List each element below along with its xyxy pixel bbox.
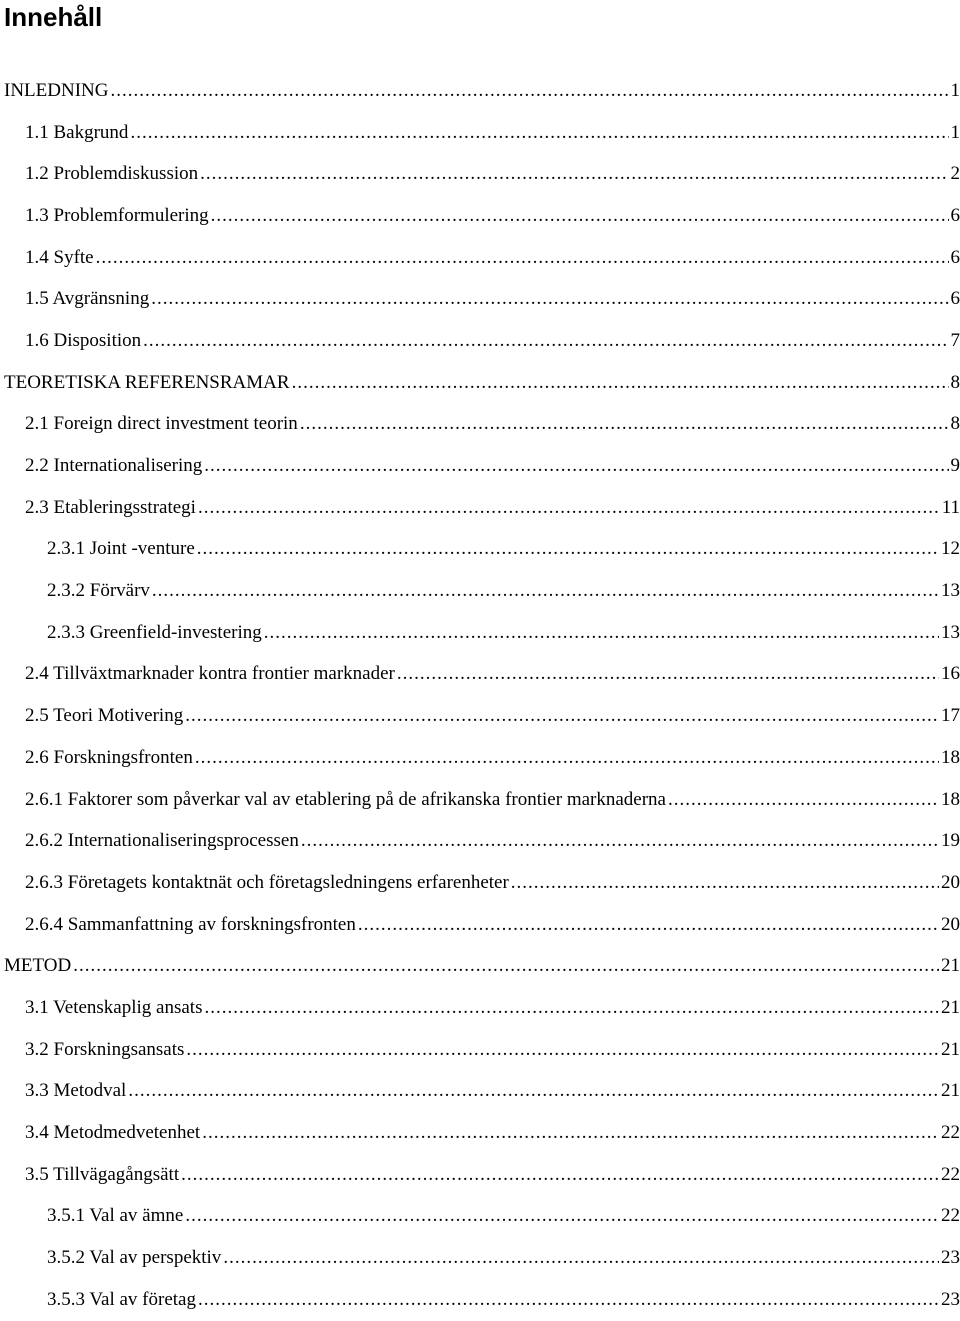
toc-entry[interactable] — [0, 1279, 960, 1321]
toc-entry[interactable] — [0, 862, 960, 904]
toc-entry[interactable] — [0, 195, 960, 237]
toc-entry-page-number: 8 — [951, 413, 960, 435]
toc-dot-leader — [198, 1289, 939, 1311]
toc-entry-page-number: 12 — [941, 538, 960, 560]
toc-entry-label: 2.4 Tillväxtmarknader kontra frontier marknader — [25, 663, 395, 685]
toc-entry-page-number: 21 — [941, 1080, 960, 1102]
toc-entry[interactable] — [0, 1196, 960, 1238]
toc-entry[interactable] — [0, 70, 960, 112]
toc-entry[interactable] — [0, 1071, 960, 1113]
toc-entry-label: 2.3.2 Förvärv — [47, 580, 150, 602]
toc-entry-page-number: 6 — [951, 288, 960, 310]
toc-dot-leader — [185, 705, 939, 727]
toc-entry-label: 2.3.3 Greenfield-investering — [47, 622, 262, 644]
toc-entry[interactable] — [0, 904, 960, 946]
toc-dot-leader — [152, 580, 939, 602]
toc-entry[interactable] — [0, 153, 960, 195]
toc-dot-leader — [151, 288, 948, 310]
toc-entry-label: 3.5 Tillvägagångsätt — [25, 1164, 179, 1186]
toc-entry-page-number: 1 — [951, 80, 960, 102]
toc-title: Innehåll — [4, 0, 102, 34]
toc-entry-label: METOD — [4, 955, 71, 977]
toc-entry-label: 2.6 Forskningsfronten — [25, 747, 193, 769]
toc-entry-page-number: 22 — [941, 1205, 960, 1227]
toc-entry-page-number: 23 — [941, 1247, 960, 1269]
toc-dot-leader — [195, 747, 939, 769]
toc-dot-leader — [511, 872, 939, 894]
toc-entry-label: TEORETISKA REFERENSRAMAR — [4, 372, 290, 394]
toc-entry-label: 2.3 Etableringsstrategi — [25, 497, 196, 519]
toc-entry-page-number: 18 — [941, 747, 960, 769]
toc-entry-label: 1.3 Problemformulering — [25, 205, 209, 227]
toc-entry[interactable] — [0, 445, 960, 487]
toc-entry[interactable] — [0, 237, 960, 279]
toc-entry[interactable] — [0, 1112, 960, 1154]
toc-entry-label: 1.6 Disposition — [25, 330, 141, 352]
toc-entry-label: 2.6.1 Faktorer som påverkar val av etablering på de afrikanska frontier marknaderna — [25, 789, 666, 811]
toc-dot-leader — [198, 497, 940, 519]
toc-entry-label: 1.1 Bakgrund — [25, 122, 128, 144]
toc-entry-label: 2.6.3 Företagets kontaktnät och företagsledningens erfarenheter — [25, 872, 509, 894]
toc-entry-page-number: 6 — [951, 205, 960, 227]
toc-dot-leader — [301, 830, 939, 852]
toc-entry-page-number: 17 — [941, 705, 960, 727]
toc-dot-leader — [264, 622, 939, 644]
toc-dot-leader — [143, 330, 948, 352]
toc-entry-page-number: 21 — [941, 1039, 960, 1061]
toc-dot-leader — [204, 455, 948, 477]
toc-list — [0, 70, 960, 1321]
toc-entry-page-number: 20 — [941, 872, 960, 894]
toc-entry-label: 3.5.3 Val av företag — [47, 1289, 196, 1311]
toc-entry[interactable] — [0, 612, 960, 654]
toc-entry-page-number: 13 — [941, 622, 960, 644]
toc-dot-leader — [130, 122, 948, 144]
toc-entry-page-number: 18 — [941, 789, 960, 811]
toc-dot-leader — [300, 413, 949, 435]
toc-dot-leader — [358, 914, 939, 936]
toc-dot-leader — [211, 205, 949, 227]
toc-dot-leader — [73, 955, 939, 977]
toc-dot-leader — [96, 247, 949, 269]
toc-dot-leader — [186, 1039, 939, 1061]
toc-dot-leader — [128, 1080, 939, 1102]
toc-entry[interactable] — [0, 945, 960, 987]
toc-entry[interactable] — [0, 1237, 960, 1279]
toc-entry[interactable] — [0, 779, 960, 821]
toc-entry-label: 2.6.4 Sammanfattning av forskningsfronten — [25, 914, 356, 936]
toc-entry-page-number: 13 — [941, 580, 960, 602]
toc-entry[interactable] — [0, 487, 960, 529]
toc-entry[interactable] — [0, 1154, 960, 1196]
toc-entry-page-number: 23 — [941, 1289, 960, 1311]
toc-entry[interactable] — [0, 404, 960, 446]
toc-entry-label: 3.2 Forskningsansats — [25, 1039, 184, 1061]
toc-dot-leader — [223, 1247, 939, 1269]
toc-entry-label: 2.6.2 Internationaliseringsprocessen — [25, 830, 299, 852]
toc-entry[interactable] — [0, 362, 960, 404]
toc-entry-page-number: 21 — [941, 997, 960, 1019]
toc-entry[interactable] — [0, 320, 960, 362]
toc-entry-page-number: 6 — [951, 247, 960, 269]
toc-dot-leader — [110, 80, 948, 102]
toc-dot-leader — [205, 997, 940, 1019]
toc-entry-label: 1.5 Avgränsning — [25, 288, 149, 310]
toc-entry-label: 3.3 Metodval — [25, 1080, 126, 1102]
toc-entry-page-number: 22 — [941, 1122, 960, 1144]
toc-entry-label: 2.5 Teori Motivering — [25, 705, 183, 727]
toc-entry[interactable] — [0, 1029, 960, 1071]
toc-entry[interactable] — [0, 278, 960, 320]
toc-entry[interactable] — [0, 654, 960, 696]
toc-entry-page-number: 7 — [951, 330, 960, 352]
toc-entry-label: 2.2 Internationalisering — [25, 455, 202, 477]
toc-entry[interactable] — [0, 570, 960, 612]
toc-entry[interactable] — [0, 820, 960, 862]
toc-dot-leader — [668, 789, 939, 811]
toc-entry-page-number: 20 — [941, 914, 960, 936]
toc-entry-label: INLEDNING — [4, 80, 108, 102]
toc-entry[interactable] — [0, 529, 960, 571]
toc-entry-label: 2.1 Foreign direct investment teorin — [25, 413, 298, 435]
toc-entry-label: 3.5.1 Val av ämne — [47, 1205, 183, 1227]
toc-dot-leader — [200, 163, 948, 185]
toc-dot-leader — [185, 1205, 939, 1227]
toc-dot-leader — [181, 1164, 939, 1186]
toc-entry[interactable] — [0, 112, 960, 154]
toc-dot-leader — [292, 372, 949, 394]
toc-entry-page-number: 9 — [951, 455, 960, 477]
toc-entry[interactable] — [0, 695, 960, 737]
toc-entry-label: 3.1 Vetenskaplig ansats — [25, 997, 203, 1019]
toc-entry-label: 2.3.1 Joint -venture — [47, 538, 195, 560]
toc-dot-leader — [397, 663, 939, 685]
toc-entry-page-number: 22 — [941, 1164, 960, 1186]
toc-entry-page-number: 21 — [941, 955, 960, 977]
toc-entry-page-number: 1 — [951, 122, 960, 144]
toc-entry-page-number: 2 — [951, 163, 960, 185]
toc-entry[interactable] — [0, 987, 960, 1029]
toc-dot-leader — [202, 1122, 939, 1144]
toc-entry-page-number: 16 — [941, 663, 960, 685]
toc-entry-label: 3.4 Metodmedvetenhet — [25, 1122, 200, 1144]
toc-entry-page-number: 19 — [941, 830, 960, 852]
toc-entry[interactable] — [0, 737, 960, 779]
toc-entry-label: 3.5.2 Val av perspektiv — [47, 1247, 221, 1269]
toc-entry-label: 1.4 Syfte — [25, 247, 94, 269]
toc-entry-label: 1.2 Problemdiskussion — [25, 163, 198, 185]
toc-entry-page-number: 11 — [942, 497, 960, 519]
toc-dot-leader — [197, 538, 939, 560]
toc-entry-page-number: 8 — [951, 372, 960, 394]
